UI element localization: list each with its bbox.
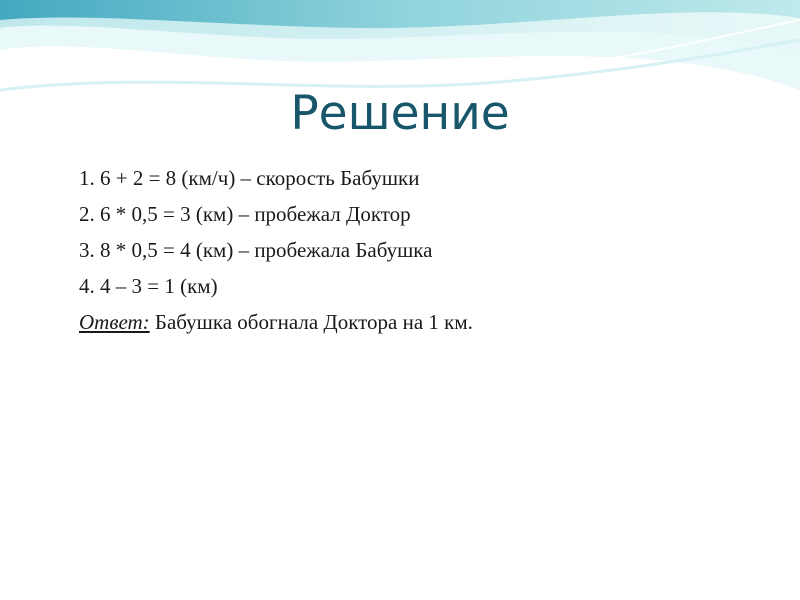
slide-title: Решение [290, 86, 510, 141]
answer-text: Бабушка обогнала Доктора на 1 км. [149, 310, 473, 334]
step-2: 2. 6 * 0,5 = 3 (км) – пробежал Доктор [79, 202, 411, 226]
solution-steps [79, 160, 779, 340]
step-1: 1. 6 + 2 = 8 (км/ч) – скорость Бабушки [79, 166, 420, 190]
answer-line [79, 304, 779, 340]
step-3: 3. 8 * 0,5 = 4 (км) – пробежала Бабушка [79, 238, 433, 262]
answer-label: Ответ: [79, 310, 150, 334]
step-4: 4. 4 – 3 = 1 (км) [79, 274, 218, 298]
